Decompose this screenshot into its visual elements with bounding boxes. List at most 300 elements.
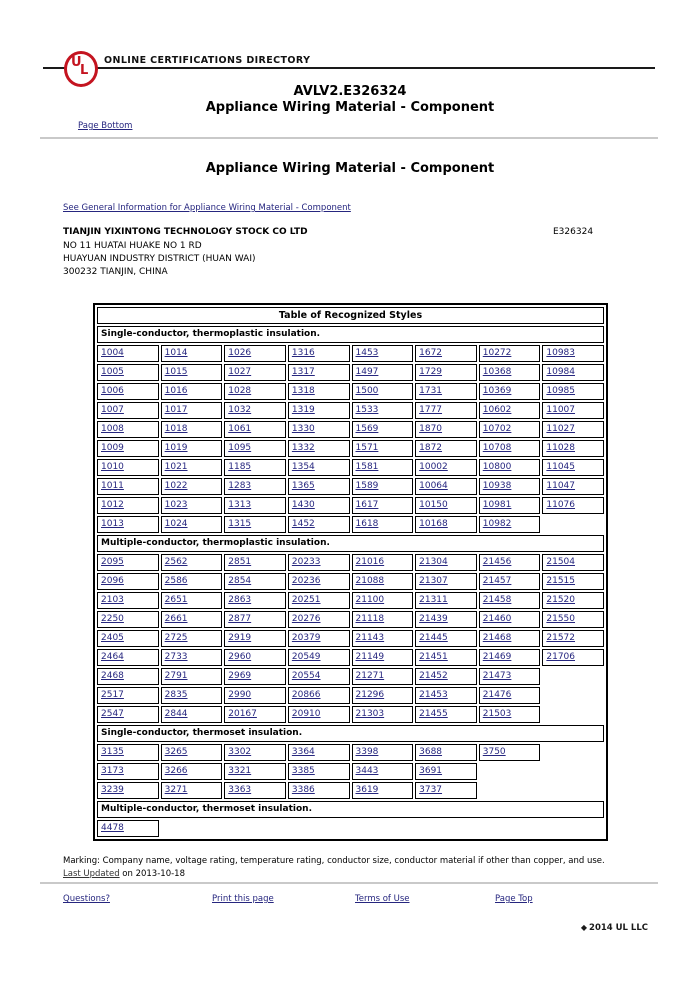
style-link-10708[interactable]: 10708: [482, 443, 512, 453]
style-link-2990[interactable]: 2990: [228, 690, 252, 700]
style-link-10272[interactable]: 10272: [482, 348, 512, 358]
style-link-21456[interactable]: 21456: [482, 557, 512, 567]
style-cell: [97, 820, 159, 837]
table-row: [97, 611, 604, 628]
style-link-1452[interactable]: 1452: [291, 519, 315, 529]
style-link-2877[interactable]: 2877: [228, 614, 252, 624]
style-cell: [161, 345, 223, 362]
table-row: [97, 402, 604, 419]
style-link-11047[interactable]: 11047: [546, 481, 576, 491]
table-row: [97, 649, 604, 666]
table-row: [97, 345, 604, 362]
style-cell: [288, 782, 350, 799]
style-cell: [288, 459, 350, 476]
style-cell: [542, 383, 604, 400]
style-link-10800[interactable]: 10800: [482, 462, 512, 472]
style-cell: [352, 763, 414, 780]
style-link-1014[interactable]: 1014: [164, 348, 188, 358]
style-link-1022[interactable]: 1022: [164, 481, 188, 491]
style-link-20379[interactable]: 20379: [291, 633, 321, 643]
empty-cell: [542, 782, 604, 799]
style-link-1013[interactable]: 1013: [101, 519, 124, 529]
style-link-1617[interactable]: 1617: [355, 500, 379, 510]
style-link-1032[interactable]: 1032: [228, 405, 252, 415]
style-link-1283[interactable]: 1283: [228, 481, 252, 491]
file-number-title: AVLV2.E326324: [293, 84, 407, 99]
style-link-21460[interactable]: 21460: [482, 614, 512, 624]
style-cell: [479, 649, 541, 666]
style-cell: [415, 706, 477, 723]
style-link-21520[interactable]: 21520: [546, 595, 576, 605]
style-link-10985[interactable]: 10985: [546, 386, 576, 396]
style-cell: [542, 592, 604, 609]
style-link-1061[interactable]: 1061: [228, 424, 252, 434]
style-cell: [161, 573, 223, 590]
style-cell: [479, 421, 541, 438]
style-cell: [97, 345, 159, 362]
style-link-21271[interactable]: 21271: [355, 671, 385, 681]
table-title-row: [97, 307, 604, 324]
table-row: [97, 668, 604, 685]
style-link-1618[interactable]: 1618: [355, 519, 379, 529]
style-link-3266[interactable]: 3266: [164, 766, 188, 776]
style-link-3688[interactable]: 3688: [419, 747, 443, 757]
last-updated-link[interactable]: Last Updated: [63, 869, 120, 879]
style-cell: [224, 782, 286, 799]
style-link-21476[interactable]: 21476: [482, 690, 512, 700]
style-cell: [415, 478, 477, 495]
table-row: [97, 763, 604, 780]
empty-cell: [288, 820, 350, 837]
style-cell: [415, 440, 477, 457]
style-link-2969[interactable]: 2969: [228, 671, 252, 681]
style-link-3239[interactable]: 3239: [101, 785, 124, 795]
copyright-text: 2014 UL LLC: [589, 923, 648, 933]
style-cell: [542, 402, 604, 419]
style-link-21451[interactable]: 21451: [419, 652, 448, 662]
style-cell: [288, 516, 350, 533]
style-link-21457[interactable]: 21457: [482, 576, 512, 586]
style-link-3363[interactable]: 3363: [228, 785, 252, 795]
style-link-20549[interactable]: 20549: [291, 652, 321, 662]
style-cell: [479, 706, 541, 723]
style-link-21143[interactable]: 21143: [355, 633, 385, 643]
style-cell: [542, 573, 604, 590]
last-updated-date: on 2013-10-18: [119, 869, 185, 879]
style-link-10168[interactable]: 10168: [419, 519, 448, 529]
style-link-21303[interactable]: 21303: [355, 709, 385, 719]
style-link-21439[interactable]: 21439: [419, 614, 448, 624]
style-cell: [97, 611, 159, 628]
style-link-3173[interactable]: 3173: [101, 766, 124, 776]
style-link-20276[interactable]: 20276: [291, 614, 321, 624]
style-link-2095[interactable]: 2095: [101, 557, 124, 567]
style-cell: [542, 364, 604, 381]
style-cell: [288, 668, 350, 685]
table-row: [97, 440, 604, 457]
style-link-1318[interactable]: 1318: [291, 386, 315, 396]
style-link-21088[interactable]: 21088: [355, 576, 385, 586]
empty-cell: [224, 820, 286, 837]
style-link-21311[interactable]: 21311: [419, 595, 448, 605]
style-link-10602[interactable]: 10602: [482, 405, 512, 415]
style-link-2586[interactable]: 2586: [164, 576, 188, 586]
empty-cell: [542, 706, 604, 723]
style-link-21118[interactable]: 21118: [355, 614, 385, 624]
style-link-1015[interactable]: 1015: [164, 367, 188, 377]
style-link-1018[interactable]: 1018: [164, 424, 188, 434]
style-link-11027[interactable]: 11027: [546, 424, 576, 434]
header-rule: [43, 67, 655, 69]
style-link-3750[interactable]: 3750: [482, 747, 506, 757]
style-cell: [542, 421, 604, 438]
style-cell: [479, 630, 541, 647]
style-cell: [97, 744, 159, 761]
style-cell: [479, 744, 541, 761]
style-link-1330[interactable]: 1330: [291, 424, 315, 434]
table-title: Table of Recognized Styles: [97, 307, 604, 324]
style-link-2960[interactable]: 2960: [228, 652, 252, 662]
style-cell: [161, 554, 223, 571]
style-link-21455[interactable]: 21455: [419, 709, 448, 719]
style-cell: [224, 478, 286, 495]
style-link-2405[interactable]: 2405: [101, 633, 124, 643]
style-link-21550[interactable]: 21550: [546, 614, 576, 624]
style-cell: [97, 592, 159, 609]
empty-cell: [415, 820, 477, 837]
style-link-21473[interactable]: 21473: [482, 671, 512, 681]
style-link-10702[interactable]: 10702: [482, 424, 512, 434]
table-section-label: Single-conductor, thermoplastic insulation.: [97, 326, 604, 343]
style-cell: [479, 383, 541, 400]
style-link-2517[interactable]: 2517: [101, 690, 124, 700]
style-link-1581[interactable]: 1581: [355, 462, 379, 472]
style-link-4478[interactable]: 4478: [101, 823, 124, 833]
style-cell: [288, 573, 350, 590]
style-link-2835[interactable]: 2835: [164, 690, 188, 700]
bottom-divider: [40, 882, 658, 884]
style-link-2733[interactable]: 2733: [164, 652, 188, 662]
style-link-2096[interactable]: 2096: [101, 576, 124, 586]
style-cell: [97, 516, 159, 533]
style-link-1019[interactable]: 1019: [164, 443, 188, 453]
style-link-3737[interactable]: 3737: [419, 785, 443, 795]
style-link-10938[interactable]: 10938: [482, 481, 512, 491]
terms-of-use-link[interactable]: Terms of Use: [355, 894, 410, 904]
style-link-21504[interactable]: 21504: [546, 557, 576, 567]
style-cell: [288, 402, 350, 419]
style-link-1316[interactable]: 1316: [291, 348, 315, 358]
style-cell: [97, 706, 159, 723]
style-link-1012[interactable]: 1012: [101, 500, 124, 510]
style-cell: [288, 706, 350, 723]
style-cell: [161, 364, 223, 381]
style-link-2854[interactable]: 2854: [228, 576, 252, 586]
style-link-1016[interactable]: 1016: [164, 386, 188, 396]
style-link-21100[interactable]: 21100: [355, 595, 385, 605]
style-link-2851[interactable]: 2851: [228, 557, 252, 567]
style-cell: [224, 440, 286, 457]
style-cell: [352, 611, 414, 628]
style-link-11007[interactable]: 11007: [546, 405, 576, 415]
table-section-row: [97, 535, 604, 552]
style-link-20866[interactable]: 20866: [291, 690, 321, 700]
style-link-11076[interactable]: 11076: [546, 500, 576, 510]
style-link-10002[interactable]: 10002: [419, 462, 448, 472]
style-link-3135[interactable]: 3135: [101, 747, 124, 757]
style-link-2661[interactable]: 2661: [164, 614, 188, 624]
style-link-3385[interactable]: 3385: [291, 766, 315, 776]
style-link-21304[interactable]: 21304: [419, 557, 448, 567]
style-link-1008[interactable]: 1008: [101, 424, 124, 434]
style-link-10150[interactable]: 10150: [419, 500, 448, 510]
empty-cell: [542, 744, 604, 761]
style-cell: [224, 649, 286, 666]
style-cell: [415, 497, 477, 514]
style-cell: [479, 668, 541, 685]
style-link-10981[interactable]: 10981: [482, 500, 512, 510]
style-link-1430[interactable]: 1430: [291, 500, 315, 510]
style-link-10982[interactable]: 10982: [482, 519, 512, 529]
style-cell: [352, 649, 414, 666]
style-link-2725[interactable]: 2725: [164, 633, 188, 643]
style-link-1497[interactable]: 1497: [355, 367, 379, 377]
style-link-1021[interactable]: 1021: [164, 462, 188, 472]
style-link-1185[interactable]: 1185: [228, 462, 252, 472]
style-link-3398[interactable]: 3398: [355, 747, 379, 757]
style-cell: [352, 497, 414, 514]
style-link-1729[interactable]: 1729: [419, 367, 443, 377]
style-cell: [415, 516, 477, 533]
style-link-2464[interactable]: 2464: [101, 652, 124, 662]
company-name: TIANJIN YIXINTONG TECHNOLOGY STOCK CO LTD: [63, 227, 308, 237]
style-link-1533[interactable]: 1533: [355, 405, 379, 415]
style-cell: [288, 763, 350, 780]
style-cell: [97, 630, 159, 647]
page-top-link[interactable]: Page Top: [495, 894, 533, 904]
style-link-3302[interactable]: 3302: [228, 747, 252, 757]
style-link-3271[interactable]: 3271: [164, 785, 188, 795]
style-link-2863[interactable]: 2863: [228, 595, 252, 605]
style-link-1009[interactable]: 1009: [101, 443, 124, 453]
style-link-3321[interactable]: 3321: [228, 766, 252, 776]
style-cell: [224, 383, 286, 400]
style-link-1571[interactable]: 1571: [355, 443, 379, 453]
style-link-1870[interactable]: 1870: [419, 424, 443, 434]
company-address-line: HUAYUAN INDUSTRY DISTRICT (HUAN WAI): [63, 254, 256, 264]
style-cell: [415, 687, 477, 704]
style-link-21296[interactable]: 21296: [355, 690, 385, 700]
style-link-3691[interactable]: 3691: [419, 766, 443, 776]
style-link-1027[interactable]: 1027: [228, 367, 252, 377]
style-link-1004[interactable]: 1004: [101, 348, 124, 358]
style-link-1007[interactable]: 1007: [101, 405, 124, 415]
style-link-20236[interactable]: 20236: [291, 576, 321, 586]
style-link-10064[interactable]: 10064: [419, 481, 448, 491]
style-cell: [288, 364, 350, 381]
style-link-21149[interactable]: 21149: [355, 652, 385, 662]
style-cell: [224, 459, 286, 476]
style-link-1005[interactable]: 1005: [101, 367, 124, 377]
style-link-3386[interactable]: 3386: [291, 785, 315, 795]
style-cell: [161, 421, 223, 438]
style-cell: [161, 687, 223, 704]
style-cell: [479, 687, 541, 704]
style-link-20233[interactable]: 20233: [291, 557, 321, 567]
style-link-10984[interactable]: 10984: [546, 367, 576, 377]
empty-cell: [479, 820, 541, 837]
style-cell: [224, 592, 286, 609]
style-cell: [97, 364, 159, 381]
style-cell: [479, 573, 541, 590]
style-link-21706[interactable]: 21706: [546, 652, 576, 662]
style-cell: [161, 440, 223, 457]
table-row: [97, 820, 604, 837]
style-link-10983[interactable]: 10983: [546, 348, 576, 358]
style-cell: [161, 782, 223, 799]
style-cell: [415, 364, 477, 381]
ul-logo-letter-l: L: [80, 63, 89, 78]
style-link-20167[interactable]: 20167: [228, 709, 257, 719]
style-link-21016[interactable]: 21016: [355, 557, 385, 567]
style-cell: [352, 630, 414, 647]
style-cell: [479, 592, 541, 609]
style-link-1500[interactable]: 1500: [355, 386, 379, 396]
styles-table: [93, 303, 608, 841]
table-row: [97, 630, 604, 647]
style-cell: [288, 630, 350, 647]
style-link-1010[interactable]: 1010: [101, 462, 124, 472]
style-link-2562[interactable]: 2562: [164, 557, 188, 567]
table-row: [97, 592, 604, 609]
style-link-1332[interactable]: 1332: [291, 443, 315, 453]
style-link-21572[interactable]: 21572: [546, 633, 576, 643]
style-cell: [161, 706, 223, 723]
style-link-2468[interactable]: 2468: [101, 671, 124, 681]
questions-link[interactable]: Questions?: [63, 894, 110, 904]
style-link-2651[interactable]: 2651: [164, 595, 188, 605]
style-link-10369[interactable]: 10369: [482, 386, 512, 396]
style-cell: [224, 687, 286, 704]
table-row: [97, 516, 604, 533]
style-link-20554[interactable]: 20554: [291, 671, 321, 681]
style-cell: [97, 459, 159, 476]
style-link-1453[interactable]: 1453: [355, 348, 379, 358]
style-link-1026[interactable]: 1026: [228, 348, 252, 358]
print-page-link[interactable]: Print this page: [212, 894, 274, 904]
style-link-1731[interactable]: 1731: [419, 386, 443, 396]
style-cell: [97, 440, 159, 457]
company-address-line: 300232 TIANJIN, CHINA: [63, 267, 168, 277]
style-link-1313[interactable]: 1313: [228, 500, 252, 510]
style-link-21452[interactable]: 21452: [419, 671, 448, 681]
style-cell: [542, 630, 604, 647]
style-link-1319[interactable]: 1319: [291, 405, 315, 415]
style-link-11028[interactable]: 11028: [546, 443, 576, 453]
style-link-10368[interactable]: 10368: [482, 367, 512, 377]
general-info-link[interactable]: See General Information for Appliance Wiring Material - Component: [63, 203, 351, 213]
empty-cell: [352, 820, 414, 837]
style-cell: [415, 782, 477, 799]
style-link-1354[interactable]: 1354: [291, 462, 315, 472]
style-link-21445[interactable]: 21445: [419, 633, 448, 643]
style-cell: [97, 402, 159, 419]
style-link-1095[interactable]: 1095: [228, 443, 252, 453]
style-cell: [161, 497, 223, 514]
style-link-1589[interactable]: 1589: [355, 481, 379, 491]
style-link-3265[interactable]: 3265: [164, 747, 188, 757]
style-cell: [224, 421, 286, 438]
style-link-1777[interactable]: 1777: [419, 405, 443, 415]
style-cell: [352, 383, 414, 400]
style-cell: [415, 649, 477, 666]
style-link-1017[interactable]: 1017: [164, 405, 188, 415]
page-bottom-link[interactable]: Page Bottom: [78, 121, 133, 131]
style-cell: [288, 554, 350, 571]
style-link-21503[interactable]: 21503: [482, 709, 512, 719]
style-cell: [161, 611, 223, 628]
style-cell: [415, 763, 477, 780]
style-cell: [479, 345, 541, 362]
style-link-1011[interactable]: 1011: [101, 481, 124, 491]
style-cell: [161, 668, 223, 685]
style-link-2791[interactable]: 2791: [164, 671, 188, 681]
style-link-1317[interactable]: 1317: [291, 367, 315, 377]
table-row: [97, 421, 604, 438]
style-link-1365[interactable]: 1365: [291, 481, 315, 491]
table-row: [97, 383, 604, 400]
style-link-1028[interactable]: 1028: [228, 386, 252, 396]
style-link-20251[interactable]: 20251: [291, 595, 321, 605]
style-link-1569[interactable]: 1569: [355, 424, 379, 434]
style-link-3364[interactable]: 3364: [291, 747, 315, 757]
style-link-21468[interactable]: 21468: [482, 633, 512, 643]
style-cell: [352, 440, 414, 457]
table-section-label: Multiple-conductor, thermoplastic insulation.: [97, 535, 604, 552]
style-link-21458[interactable]: 21458: [482, 595, 512, 605]
style-link-21469[interactable]: 21469: [482, 652, 512, 662]
table-section-row: [97, 801, 604, 818]
style-cell: [415, 573, 477, 590]
style-link-2547[interactable]: 2547: [101, 709, 124, 719]
style-cell: [542, 345, 604, 362]
style-link-1023[interactable]: 1023: [164, 500, 188, 510]
style-link-1672[interactable]: 1672: [419, 348, 443, 358]
style-link-1024[interactable]: 1024: [164, 519, 188, 529]
style-cell: [352, 478, 414, 495]
style-cell: [352, 592, 414, 609]
style-link-2103[interactable]: 2103: [101, 595, 124, 605]
style-link-3443[interactable]: 3443: [355, 766, 379, 776]
style-link-21307[interactable]: 21307: [419, 576, 448, 586]
style-link-2250[interactable]: 2250: [101, 614, 124, 624]
style-link-1006[interactable]: 1006: [101, 386, 124, 396]
style-link-20910[interactable]: 20910: [291, 709, 321, 719]
style-link-11045[interactable]: 11045: [546, 462, 576, 472]
style-link-1872[interactable]: 1872: [419, 443, 443, 453]
style-link-2919[interactable]: 2919: [228, 633, 252, 643]
style-cell: [224, 668, 286, 685]
style-link-21453[interactable]: 21453: [419, 690, 448, 700]
style-link-2844[interactable]: 2844: [164, 709, 188, 719]
style-link-21515[interactable]: 21515: [546, 576, 576, 586]
style-link-3619[interactable]: 3619: [355, 785, 379, 795]
style-cell: [161, 516, 223, 533]
brand-title: ONLINE CERTIFICATIONS DIRECTORY: [104, 55, 311, 66]
empty-cell: [542, 668, 604, 685]
style-link-1315[interactable]: 1315: [228, 519, 252, 529]
style-cell: [224, 364, 286, 381]
